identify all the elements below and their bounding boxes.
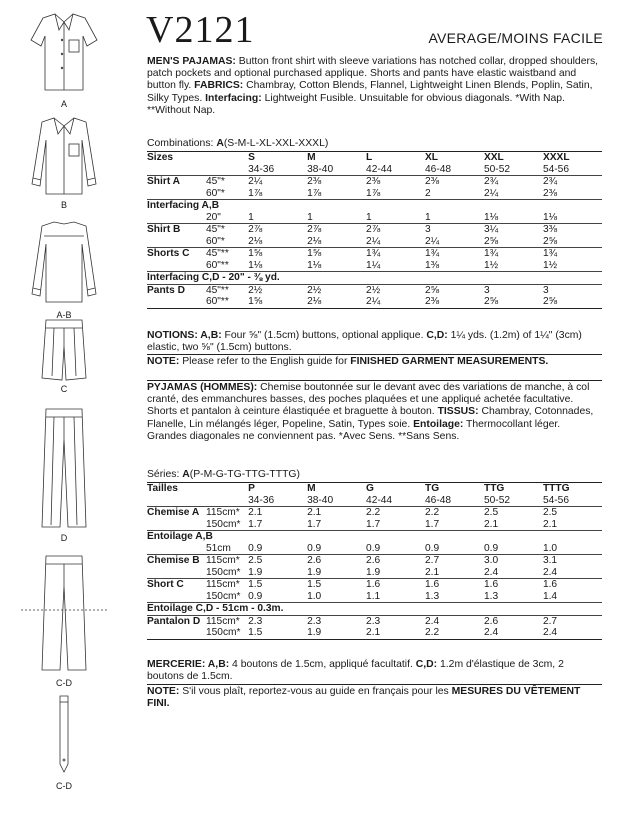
table-row [147, 591, 602, 603]
table-header-row [147, 152, 602, 164]
size-code: XL [425, 152, 484, 164]
blank-cell [147, 567, 206, 579]
yardage-value: 2.1 [542, 518, 558, 530]
yardage-value: 2⅛ [307, 296, 366, 308]
row-group-label: Interfacing A,B [147, 200, 602, 212]
table-row [147, 272, 602, 285]
yardage-value: 0.9 [248, 542, 263, 554]
blank-cell [147, 543, 206, 555]
table-row [147, 200, 602, 212]
yardage-value: 2⅜ [307, 176, 366, 188]
yardage-value: 1⅛ [307, 259, 322, 271]
fabric-width: 60"* [205, 235, 225, 247]
yardage-value: 1½ [483, 259, 499, 271]
yardage-value: 2⅞ [366, 224, 425, 236]
yardage-value: 2½ [307, 284, 366, 296]
yardage-value: 1⅞ [307, 187, 322, 199]
table-row [147, 543, 602, 555]
yardage-value: 2½ [366, 284, 425, 296]
table-row [147, 248, 602, 260]
size-code: TG [425, 483, 484, 495]
interfacing-label: Entoilage: [413, 418, 464, 430]
yardage-value: 2.1 [307, 507, 366, 519]
table-chest-row [147, 495, 602, 507]
fabric-width: 150cm* [206, 627, 248, 639]
fabrics-label: TISSUS: [437, 406, 479, 418]
yardage-value: 1.3 [425, 590, 440, 602]
yardage-value: 2.2 [425, 627, 484, 639]
chest-range: 50-52 [483, 494, 511, 506]
yardage-value: 1½ [542, 259, 558, 271]
view-cd-elastic-sketch [0, 694, 128, 774]
chest-range: 42-44 [366, 163, 393, 175]
notions-ab: Four ⅝" (1.5cm) buttons, optional applique. [221, 330, 427, 341]
yardage-value: 1⅞ [366, 187, 381, 199]
yardage-value: 1⅛ [248, 259, 263, 271]
yardage-value: 1.9 [248, 566, 263, 578]
yardage-value: 1.6 [484, 579, 543, 591]
yardage-value: 3.0 [484, 555, 543, 567]
yardage-value: 0.9 [425, 542, 440, 554]
yardage-value: 0.9 [248, 590, 263, 602]
yardage-value: 2.3 [307, 615, 366, 627]
table-row [147, 519, 602, 531]
yardage-value: 2¼ [366, 235, 381, 247]
fabric-width: 115cm* [206, 579, 248, 591]
table-row [147, 236, 602, 248]
yardage-value: 1.7 [425, 518, 440, 530]
size-code: P [248, 483, 307, 495]
row-group-label: Pants D [147, 284, 206, 296]
table-row [147, 531, 602, 543]
table-row [147, 224, 602, 236]
yardage-value: 2.2 [425, 507, 484, 519]
yardage-value: 1.7 [366, 518, 381, 530]
yardage-value: 1.9 [307, 566, 322, 578]
yardage-value: 1⅛ [542, 211, 558, 223]
chest-range: 54-56 [542, 163, 569, 175]
interfacing-text: Lightweight Fusible. Unsuitable for obvious diagonals. *With Nap. **Without Nap. [147, 92, 565, 116]
notions-cd: 1¼ yds. (1.2m) of 1¼" (3cm) elastic, two ⅝" (1.5cm) buttons. [147, 330, 582, 354]
fabric-width: 150cm* [205, 518, 241, 530]
chest-range: 38-40 [307, 163, 334, 175]
yardage-value: 3⅜ [543, 224, 602, 236]
description-title: MEN'S PAJAMAS: [147, 56, 236, 67]
yardage-value: 2⅜ [425, 296, 484, 308]
note-label: NOTE: [147, 356, 180, 367]
yardage-value: 2¼ [483, 187, 499, 199]
yardage-value: 1.9 [307, 627, 366, 639]
yardage-value: 2⅝ [542, 235, 558, 247]
yardage-table-en [147, 151, 602, 309]
yardage-value: 1.5 [307, 579, 366, 591]
table-row [147, 555, 602, 567]
combinations-view: A [182, 469, 190, 480]
yardage-value: 2⅞ [248, 224, 307, 236]
yardage-value: 1 [307, 211, 313, 223]
yardage-value: 2¾ [484, 176, 543, 188]
yardage-value: 2¾ [543, 176, 602, 188]
yardage-value: 0.9 [483, 542, 499, 554]
table-row [147, 567, 602, 579]
view-b-sketch [0, 114, 128, 199]
note-fr [147, 686, 602, 710]
yardage-value: 2⅝ [543, 296, 602, 308]
chest-range: 50-52 [483, 163, 511, 175]
yardage-value: 1.6 [425, 579, 484, 591]
yardage-value: 2⅝ [425, 284, 484, 296]
view-sketches [0, 0, 128, 832]
description-title: PYJAMAS (HOMMES): [147, 382, 258, 393]
table-row [147, 212, 602, 224]
fabric-width: 45"* [206, 176, 248, 188]
yardage-value: 2⅛ [248, 235, 263, 247]
fabric-width: 60"** [205, 259, 229, 271]
notions-cd-label: C,D: [415, 659, 438, 670]
yardage-value: 1⅝ [248, 248, 307, 260]
fabric-width: 60"** [206, 296, 248, 308]
combinations-prefix: Combinations: [147, 138, 217, 149]
yardage-value: 0.9 [307, 542, 322, 554]
yardage-value: 0.9 [366, 542, 381, 554]
table-row [147, 188, 602, 200]
combinations-en [147, 138, 328, 149]
yardage-value: 1.5 [248, 627, 307, 639]
blank-cell [147, 260, 206, 272]
combinations-sizes: (P-M-G-TG-TTG-TTTG) [189, 469, 300, 480]
yardage-value: 1.7 [248, 518, 263, 530]
table-row [147, 296, 602, 308]
notions-cd: 1.2m d'élastique de 3cm, 2 boutons de 1.5cm. [147, 659, 564, 683]
blank-cell [147, 296, 206, 308]
note-text: Please refer to the English guide for [179, 356, 351, 367]
yardage-value: 1.5 [248, 579, 307, 591]
blank-cell [147, 519, 206, 531]
row-group-label: Entoilage A,B [147, 531, 602, 543]
view-label: C-D [56, 781, 72, 791]
row-group-label: Chemise B [147, 555, 206, 567]
blank-cell [147, 212, 206, 224]
yardage-value: 2.6 [484, 615, 543, 627]
yardage-value: 2.1 [248, 507, 307, 519]
yardage-value: 1 [248, 211, 254, 223]
yardage-value: 2.4 [542, 566, 558, 578]
yardage-value: 1.1 [366, 590, 381, 602]
yardage-value: 2.7 [425, 555, 484, 567]
yardage-value: 2¼ [248, 176, 307, 188]
notions-label: MERCERIE: A,B: [147, 659, 230, 670]
size-code: XXXL [543, 152, 602, 164]
pattern-number: V2121 [146, 9, 255, 51]
yardage-value: 1¾ [543, 248, 602, 260]
view-c-sketch [0, 316, 128, 386]
yardage-value: 1 [425, 211, 431, 223]
view-label: D [60, 533, 68, 543]
yardage-value: 2.4 [425, 615, 484, 627]
fabric-width: 60"* [205, 187, 225, 199]
size-code: XXL [484, 152, 543, 164]
description-fr [147, 382, 602, 443]
yardage-value: 2⅝ [483, 235, 499, 247]
note-en [147, 356, 602, 368]
size-code: TTG [484, 483, 543, 495]
view-a-sketch [0, 10, 128, 95]
description-body: Chemise boutonnée sur le devant avec des variations de manche, à col cranté, des emmanchures basses, des poches plaquées et une appliqué achetée facultative. Shorts et pantalon à ceinture élastiquée et braguette à bouton. [147, 382, 590, 418]
yardage-value: 2.6 [307, 555, 366, 567]
blank-cell [147, 236, 206, 248]
row-group-label: Shirt B [147, 224, 206, 236]
size-code: M [307, 152, 366, 164]
fabric-width: 45"** [206, 284, 248, 296]
yardage-value: 2.1 [483, 518, 499, 530]
table-row [147, 627, 602, 639]
yardage-value: 3.1 [543, 555, 602, 567]
divider [147, 380, 602, 381]
yardage-value: 1.9 [366, 566, 381, 578]
row-group-label: Pantalon D [147, 615, 206, 627]
yardage-value: 2¼ [425, 235, 440, 247]
table-header-row [147, 483, 602, 495]
chest-range: 38-40 [307, 494, 334, 506]
difficulty-level: AVERAGE/MOINS FACILE [428, 30, 603, 46]
yardage-value: 2.3 [366, 615, 425, 627]
table-chest-row [147, 164, 602, 176]
yardage-value: 1¼ [366, 259, 381, 271]
yardage-value: 3 [543, 284, 602, 296]
table-row [147, 579, 602, 591]
blank-cell [147, 627, 206, 639]
fabrics-text: Chambray, Cotonnades, Flanelle, Lin mélangés léger, Popeline, Satin, Types soie. [147, 406, 594, 430]
table-row [147, 507, 602, 519]
yardage-value: 2⅜ [542, 187, 558, 199]
fabric-width: 115cm* [206, 555, 248, 567]
yardage-value: 2⅛ [307, 235, 322, 247]
yardage-value: 1 [366, 211, 372, 223]
yardage-value: 1⅝ [307, 248, 366, 260]
row-group-label: Chemise A [147, 507, 206, 519]
size-code: M [307, 483, 366, 495]
yardage-value: 1¾ [425, 248, 484, 260]
yardage-value: 1.6 [366, 579, 425, 591]
blank-cell [147, 188, 206, 200]
description-body: Button front shirt with sleeve variations has notched collar, dropped shoulders, patch pockets and optional purchased applique. Shorts and pants have elastic waistband and button fly. [147, 56, 599, 92]
fabric-width: 150cm* [205, 590, 241, 602]
note-bold: MESURES DU VÊTEMENT FINI. [147, 686, 581, 710]
yardage-value: 2.4 [483, 566, 499, 578]
view-label: A [60, 99, 67, 109]
blank-cell [147, 164, 248, 176]
yardage-value: 2⅞ [307, 224, 366, 236]
notions-cd-label: C,D: [426, 330, 448, 341]
divider [147, 684, 602, 685]
notions-fr [147, 659, 602, 683]
chest-range: 46-48 [425, 494, 452, 506]
notions-en [147, 330, 602, 354]
yardage-value: 1.0 [542, 542, 558, 554]
row-group-label: Shirt A [147, 176, 206, 188]
yardage-value: 1.7 [307, 518, 322, 530]
size-code: S [248, 152, 307, 164]
table-row [147, 603, 602, 616]
table-row [147, 260, 602, 272]
combinations-view: A [216, 138, 224, 149]
fabrics-text: Chambray, Cotton Blends, Flannel, Lightweight Linen Blends, Poplin, Satin, Silky Types. [147, 80, 593, 104]
fabrics-label: FABRICS: [194, 80, 244, 92]
yardage-value: 1.3 [483, 590, 499, 602]
view-ab-back-sketch [0, 218, 128, 308]
sizes-label: Tailles [147, 483, 248, 495]
yardage-value: 2.1 [425, 566, 440, 578]
row-group-label: Interfacing C,D - 20" - ⅜ yd. [147, 272, 602, 285]
yardage-value: 2.5 [484, 507, 543, 519]
description-en [147, 56, 602, 117]
note-text: S'il vous plaît, reportez-vous au guide en français pour les [179, 686, 452, 697]
yardage-value: 2.5 [248, 555, 307, 567]
yardage-value: 1.4 [542, 590, 558, 602]
blank-cell [147, 591, 206, 603]
yardage-value: 3 [425, 224, 484, 236]
yardage-value: 1.6 [543, 579, 602, 591]
row-group-label: Short C [147, 579, 206, 591]
yardage-value: 1⅛ [483, 211, 499, 223]
yardage-value: 2¼ [366, 296, 425, 308]
yardage-value: 1⅜ [425, 259, 440, 271]
view-cd-back-sketch [0, 552, 128, 674]
fabric-width: 115cm* [206, 507, 248, 519]
notions-ab: 4 boutons de 1.5cm, appliqué facultatif. [229, 659, 416, 670]
yardage-value: 2⅜ [425, 176, 484, 188]
yardage-value: 2½ [248, 284, 307, 296]
yardage-value: 2⅝ [484, 296, 543, 308]
yardage-value: 2.6 [366, 555, 425, 567]
view-label: B [60, 200, 67, 210]
chest-range: 46-48 [425, 163, 452, 175]
divider [147, 354, 602, 355]
fabric-width: 51cm [205, 542, 231, 554]
interfacing-text: Thermocollant léger. Grandes diagonales ne conviennent pas. *Avec Sens. **Sans Sens. [147, 418, 561, 442]
yardage-value: 2.5 [543, 507, 602, 519]
size-code: TTTG [543, 483, 602, 495]
view-label: C [60, 384, 68, 394]
note-label: NOTE: [147, 686, 180, 697]
yardage-value: 1⅞ [248, 187, 263, 199]
yardage-value: 2.3 [248, 615, 307, 627]
yardage-value: 3 [484, 284, 543, 296]
combinations-sizes: (S-M-L-XL-XXL-XXXL) [223, 138, 329, 149]
chest-range: 34-36 [248, 163, 275, 175]
notions-label: NOTIONS: A,B: [147, 330, 222, 341]
size-code: L [366, 152, 425, 164]
yardage-value: 2.2 [366, 507, 425, 519]
combinations-prefix: Séries: [147, 469, 183, 480]
chest-range: 42-44 [366, 494, 393, 506]
blank-cell [147, 495, 248, 507]
fabric-width: 45"* [206, 224, 248, 236]
table-row [147, 615, 602, 627]
fabric-width: 115cm* [206, 615, 248, 627]
fabric-width: 20" [205, 211, 221, 223]
yardage-value: 1¾ [366, 248, 425, 260]
fabric-width: 45"** [206, 248, 248, 260]
chest-range: 34-36 [248, 494, 275, 506]
view-label: A-B [56, 310, 72, 320]
sizes-label: Sizes [147, 152, 248, 164]
table-row [147, 176, 602, 188]
row-group-label: Entoilage C,D - 51cm - 0.3m. [147, 603, 602, 616]
yardage-value: 1⅝ [248, 296, 307, 308]
yardage-value: 2 [425, 187, 431, 199]
yardage-value: 1¾ [484, 248, 543, 260]
table-row [147, 284, 602, 296]
yardage-value: 1.0 [307, 590, 322, 602]
yardage-value: 2.4 [484, 627, 543, 639]
yardage-value: 2.4 [543, 627, 602, 639]
view-label: C-D [56, 678, 72, 688]
interfacing-label: Interfacing: [205, 92, 262, 104]
yardage-value: 2.7 [543, 615, 602, 627]
chest-range: 54-56 [542, 494, 569, 506]
row-group-label: Shorts C [147, 248, 206, 260]
fabric-width: 150cm* [205, 566, 241, 578]
yardage-value: 2⅜ [366, 176, 425, 188]
size-code: G [366, 483, 425, 495]
yardage-value: 3¼ [484, 224, 543, 236]
note-bold: FINISHED GARMENT MEASUREMENTS. [350, 356, 549, 367]
view-d-sketch [0, 405, 128, 531]
yardage-value: 2.1 [366, 627, 425, 639]
combinations-fr [147, 469, 300, 480]
yardage-table-fr [147, 482, 602, 640]
